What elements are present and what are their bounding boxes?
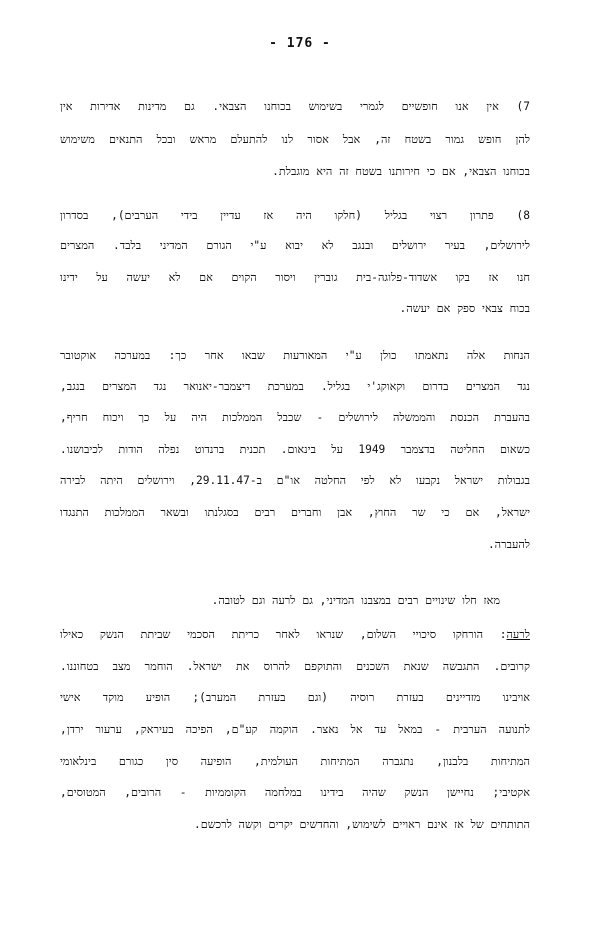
text-line: לתנועה הערבית - במאל עד אל נאצר. הוקמה קע"ם, הפיכה בעיראק, ערעור ירדן, (60, 723, 530, 736)
text-line: 7) אין אנו חופשיים לגמרי בשימוש בכוחנו הצבאי. גם מדינות אדירות אין (60, 100, 530, 113)
text-line: קרובים. התגבשה שנאת השכנים והתוקפם להרוס את ישראל. הוחמר מצב בטחוננו. (60, 660, 530, 673)
line-rest: : הורחקו סיכויי השלום, שנראו לאחר כריתת הסכמי שביתת הנשק כאילו (60, 628, 507, 641)
text-line: המתיחות בלבנון, נתגברה המתיחות העולמית, הופיעה סין כגורם בינלאומי (60, 755, 530, 768)
page-number: - 176 - (269, 36, 331, 51)
text-line: לירושלים, בעיר ירושלים ובנגב לא יבוא ע"י הגורם המדיני בלבד. המצרים (60, 239, 530, 252)
text-line: חנו אז בקו אשדוד-פלוגה-בית גוברין ויסור הקוים אם לא יעשה על ידינו (60, 271, 530, 284)
text-line: מאז חלו שינויים רבים במצבנו המדיני, גם לרעה וגם לטובה. (211, 594, 500, 607)
text-line: אקטיבי; נחיישן הנשק שהיה בידינו במלחמה הקוממיות - הרובים, המטוסים, (60, 786, 530, 799)
text-line: להעברה. (487, 538, 530, 551)
text-line: בכוח צבאי ספק אם יעשה. (399, 302, 530, 315)
text-line: הנחות אלה נתאמתו כולן ע"י המאורעות שבאו אחר כך: במערכה אוקטובר (60, 349, 530, 362)
text-line (60, 627, 530, 643)
text-line: ישראל, אם כי שר החוץ, אבן וחברים רבים בסגלנתו ובשאר הממלכות התנגדו (60, 506, 530, 519)
text-line: בהעברת הכנסת והממשלה לירושלים - שכבל הממלכות היה על כך ויכוח חריף, (60, 411, 530, 424)
text-line: כשאום החליטה בדצמבר 1949 על בינאום. תכנית ברנדוט נפלה הודות לכיבושנו. (60, 443, 530, 456)
text-line: נגד המצרים בדרום וקאוקג'י בגליל. במערכת דיצמבר-יאנואר נגד המצרים בנגב, (60, 380, 530, 393)
underlined-word: לרעה (506, 628, 530, 641)
text-line: בכוחנו הצבאי, אם כי חירותנו בשטח זה היא מוגבלת. (272, 165, 530, 178)
text-line: בגבולות ישראל נקבעו לא לפי החלטה או"ם ב-29.11.47, וירושלים היתה לבירה (60, 474, 530, 487)
text-line: להן חופש גמור בשטח זה, אבל אסור לנו להתעלם מראש ובכל התנאים משימוש (60, 133, 530, 146)
text-line: 8) פתרון רצוי בגליל (חלקו היה אז עדיין בידי הערבים), בסדרון (60, 209, 530, 222)
text-line: אויבינו מזדיינים בעזרת רוסיה (וגם בעזרת המערב); הופיע מוקד אישי (60, 691, 530, 704)
text-line: התותחים של אז אינם ראויים לשימוש, והחדשים יקרים וקשה לרכשם. (193, 818, 530, 831)
